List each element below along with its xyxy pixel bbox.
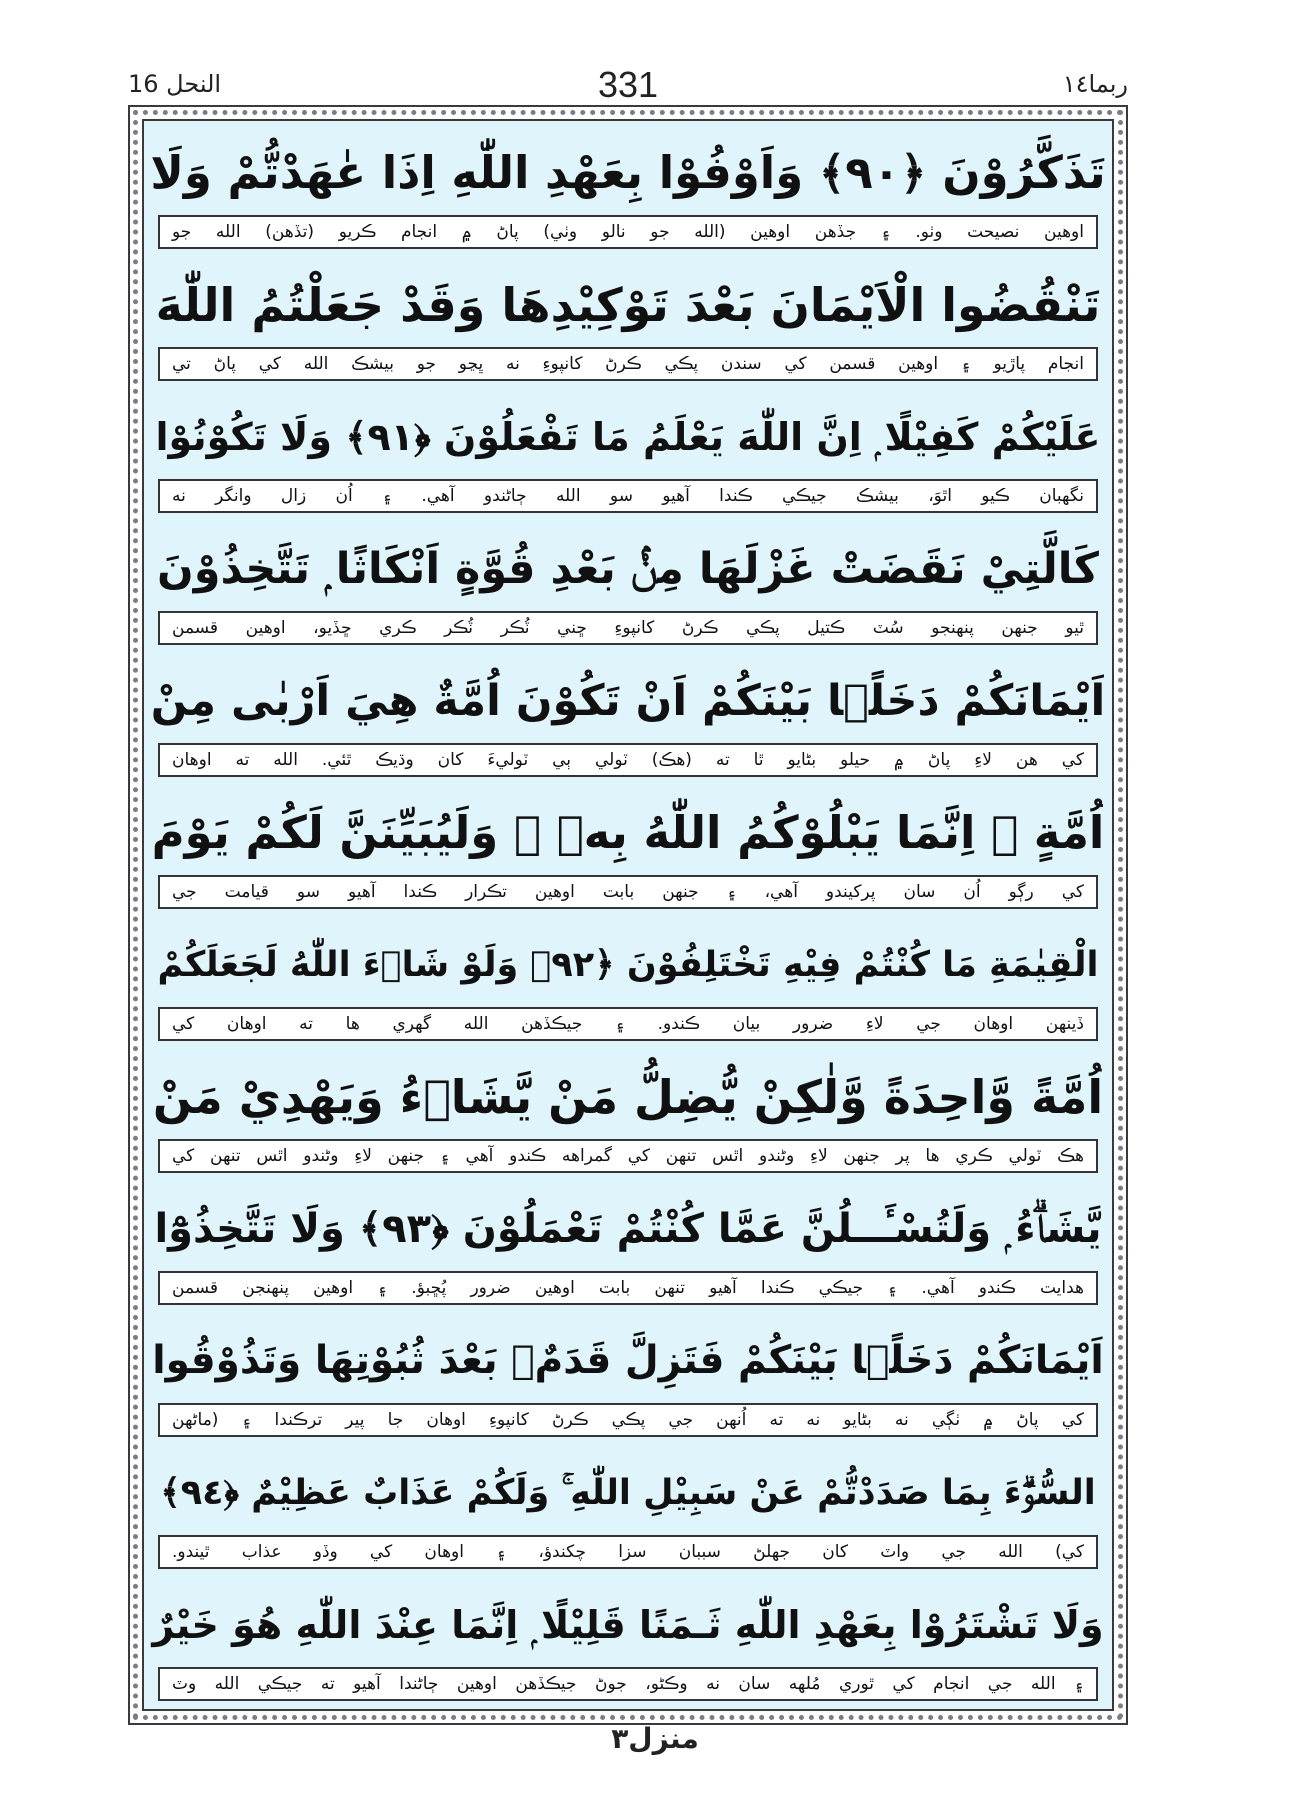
verse-content xyxy=(150,127,1106,1703)
surah-name: النحل 16 xyxy=(128,70,222,98)
translation-line: هدايت ڪندو آهي. ۽ جيڪي ڪندا آهيو تنهن بابت اوهين ضرور پُڇبؤ. ۽ اوهين پنهنجن قسمن xyxy=(158,1271,1098,1305)
arabic-line: يَّشَاۗءُ ۭ وَلَتُسْـَٔــلُنَّ عَمَّا كُنْتُمْ تَعْمَلُوْنَ ﴿٩٣﴾ وَلَا تَتَّخِذُوْٓا xyxy=(154,1206,1102,1252)
translation-line: ۽ الله جي انجام کي ٿوري مُلهه سان نه وڪڻو، جوڻ جيڪڏهن اوهين ڄاڻندا آهيو ته جيڪي الله وٽ xyxy=(158,1667,1098,1701)
translation-line: نگهبان ڪيو اٿوَ، بيشڪ جيڪي ڪندا آهيو سو الله ڄاڻندو آهي. ۽ اُن زال وانگر نه xyxy=(158,479,1098,513)
translation-line: کي پاڻ ۾ ٺڳي نه بڻايو نه ته اُنهن جي پڪي ڪرڻ کانپوءِ اوهان جا پير ترڪندا ۽ (ماڻهن xyxy=(158,1403,1098,1437)
arabic-line: السُّوْۗءَ بِمَا صَدَدْتُّمْ عَنْ سَبِيْلِ اللّٰهِ ۚ وَلَكُمْ عَذَابٌ عَظِيْمٌ ﴿٩٤﴾ xyxy=(160,1473,1096,1513)
translation-line: ٿيو جنهن پنهنجو سُٽ ڪتيل پڪي ڪرڻ کانپوءِ ڇني ٽُڪر ٽُڪر ڪري ڇڏيو، اوهين قسمن xyxy=(158,611,1098,645)
arabic-line: عَلَيْكُمْ كَفِيْلًا ۭ اِنَّ اللّٰهَ يَعْلَمُ مَا تَفْعَلُوْنَ ﴿٩١﴾ وَلَا تَكُوْنُوْا xyxy=(155,415,1101,459)
translation-line: انجام پاڙيو ۽ اوهين قسمن کي سندن پڪي ڪرڻ کانپوءِ نه ڀڃو جو بيشڪ الله کي پاڻ تي xyxy=(158,347,1098,381)
page-number: 331 xyxy=(597,64,659,105)
arabic-line: اُمَّةٍ ۭ اِنَّمَا يَبْلُوْكُمُ اللّٰهُ بِهٖ ۭ وَلَيُبَيِّنَنَّ لَكُمْ يَوْمَ xyxy=(151,806,1105,859)
translation-line: اوهين نصيحت وٺو. ۽ جڏهن اوهين (الله جو نالو وٺي) پاڻ ۾ انجام ڪريو (تڏهن) الله جو xyxy=(158,215,1098,249)
arabic-line: تَذَكَّرُوْنَ ﴿٩٠﴾ وَاَوْفُوْا بِعَهْدِ اللّٰهِ اِذَا عٰهَدْتُّمْ وَلَا xyxy=(150,146,1106,199)
arabic-line: كَالَّتِيْ نَقَضَتْ غَزْلَهَا مِنْۢ بَعْدِ قُوَّةٍ اَنْكَاثًا ۭ تَتَّخِذُوْنَ xyxy=(157,544,1099,594)
page-header xyxy=(128,64,1128,110)
arabic-line: الْقِيٰمَةِ مَا كُنْتُمْ فِيْهِ تَخْتَلِفُوْنَ ﴿٩٢﴾ وَلَوْ شَاۗءَ اللّٰهُ لَجَعَلَكُمْ xyxy=(157,945,1099,985)
juz-name: ربما١٤ xyxy=(1062,70,1128,98)
arabic-line: وَلَا تَشْتَرُوْا بِعَهْدِ اللّٰهِ ثَـمَنًا قَلِيْلًا ۭ اِنَّمَا عِنْدَ اللّٰهِ هُوَ خَيْرٌ xyxy=(152,1603,1104,1647)
translation-line: کي هن لاءِ پاڻ ۾ حيلو بڻايو ٿا ته (هڪ) ٽولي ٻي ٽوليءَ کان وڌيڪ ٿئي. الله ته اوهان xyxy=(158,743,1098,777)
arabic-line: اُمَّةً وَّاحِدَةً وَّلٰكِنْ يُّضِلُّ مَنْ يَّشَاۗءُ وَيَهْدِيْ مَنْ xyxy=(152,1070,1104,1124)
arabic-line: اَيْمَانَكُمْ دَخَلًۢا بَيْنَكُمْ اَنْ تَكُوْنَ اُمَّةٌ هِيَ اَرْبٰى مِنْ xyxy=(150,676,1106,726)
manzil-footer: منزل٣ xyxy=(611,1722,699,1755)
page-frame xyxy=(128,105,1128,1725)
arabic-line: اَيْمَانَكُمْ دَخَلًۢا بَيْنَكُمْ فَتَزِلَّ قَدَمٌۢ بَعْدَ ثُبُوْتِهَا وَتَذُوْقُوا xyxy=(152,1338,1104,1383)
translation-line: کي) الله جي واٽ کان جهلڻ سببان سزا چکندؤ، ۽ اوهان کي وڏو عذاب ٿيندو. xyxy=(158,1535,1098,1569)
text-panel xyxy=(142,119,1114,1711)
translation-line: کي رڳو اُن سان پرکيندو آهي، ۽ جنهن بابت اوهين تڪرار ڪندا آهيو سو قيامت جي xyxy=(158,875,1098,909)
arabic-line: تَنْقُضُوا الْاَيْمَانَ بَعْدَ تَوْكِيْدِهَا وَقَدْ جَعَلْتُمُ اللّٰهَ xyxy=(155,278,1101,332)
translation-line: هڪ ٽولي ڪري ها پر جنهن لاءِ وڻندو اٿس تنهن کي گمراهه ڪندو آهي ۽ جنهن لاءِ وڻندو اٿس تنهن کي xyxy=(158,1139,1098,1173)
translation-line: ڏينهن اوهان جي لاءِ ضرور بيان ڪندو. ۽ جيڪڏهن الله گهري ها ته اوهان کي xyxy=(158,1007,1098,1041)
